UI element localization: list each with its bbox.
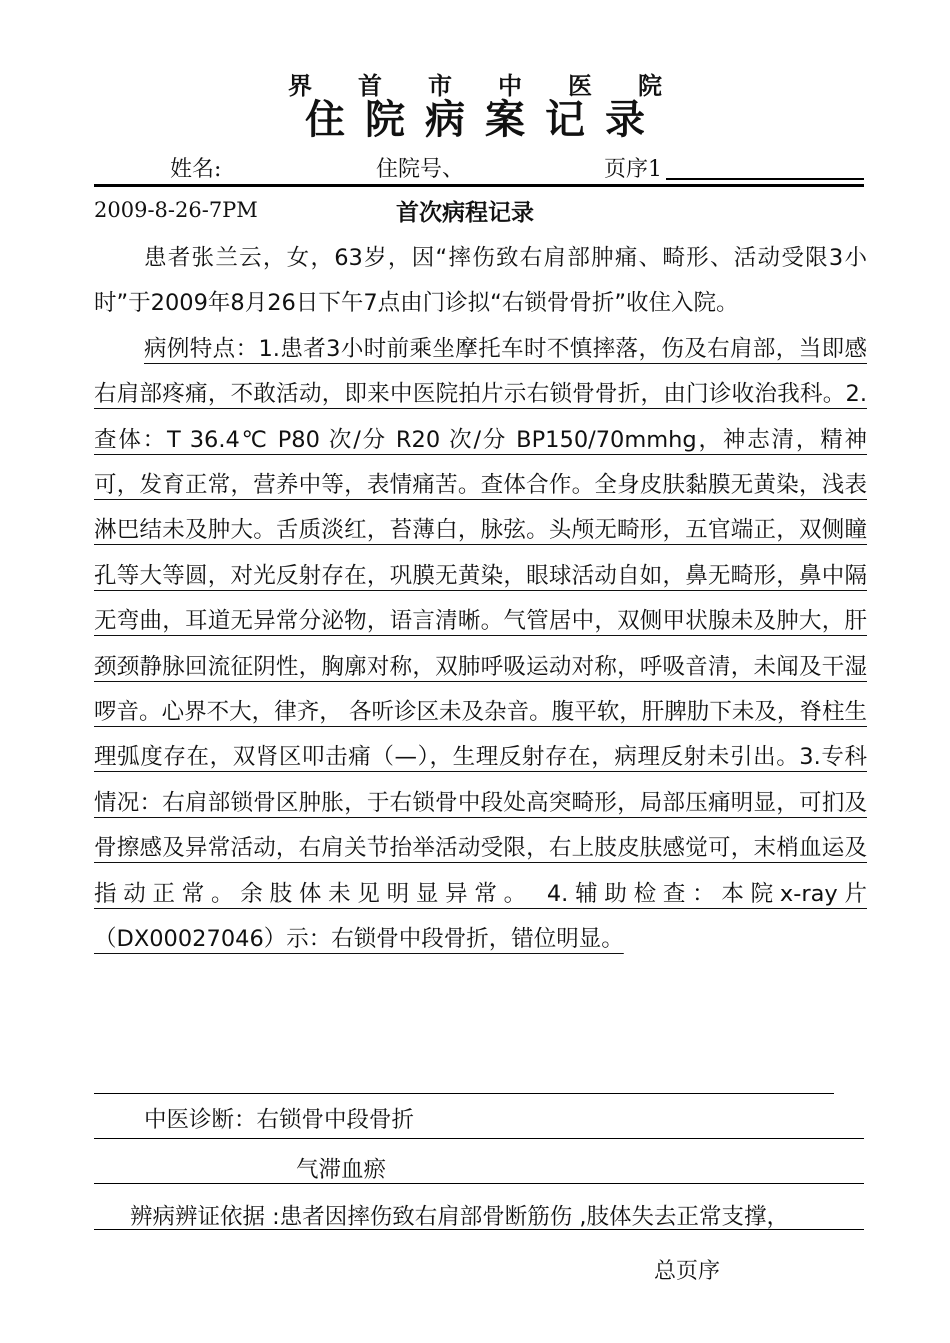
intro-paragraph: 患者张兰云，女，63岁，因“摔伤致右肩部肿痛、畸形、活动受限3小时”于2009年8月26日下午7点由门诊拟“右锁骨骨折”收住入院。 — [94, 245, 867, 317]
diagnosis-basis: 辨病辨证依据 :患者因摔伤致右肩部骨断筋伤 ,肢体失去正常支撑， — [130, 1204, 790, 1230]
tcm-syndrome: 气滞血瘀 — [296, 1157, 387, 1183]
case-features-paragraph: 病例特点：1.患者3小时前乘坐摩托车时不慎摔落，伤及右肩部，当即感右肩部疼痛，不敢活动，即来中医院拍片示右锁骨骨折，由门诊收治我科。2.查体：T 36.4℃ P80 次/分 R20 次/分 BP150/70mmhg，神志清，精神可，发育正常，营养中等，表情痛苦。查体合作。全身皮肤黏膜无黄染，浅表淋巴结未及肿大。舌质淡红，苔薄白，脉弦。头颅无畸形，五官端正，双侧瞳孔等大等圆，对光反射存在，巩膜无黄染，眼球活动自如，鼻无畸形，鼻中隔无弯曲，耳道无异常分泌物，语言清晰。气管居中，双侧甲状腺未及肿大，肝颈颈静脉回流征阴性，胸廓对称，双肺呼吸运动对称，呼吸音清，未闻及干湿啰音。心界不大，律齐， 各听诊区未及杂音。腹平软，肝脾肋下未及，脊柱生理弧度存在，双肾区叩击痛（—），生理反射存在，病理反射未引出。3.专科情况：右肩部锁骨区肿胀，于右锁骨中段处高突畸形，局部压痛明显，可扪及骨擦感及异常活动，右肩关节抬举活动受限，右上肢皮肤感觉可，末梢血运及指动正常。余肢体未见明显异常。 4.辅助检查：本院x-ray片（DX00027046）示：右锁骨中段骨折，错位明显。 — [94, 335, 867, 953]
document-title: 住院病案记录 — [305, 96, 665, 143]
admission-number-label: 住院号、 — [376, 157, 465, 182]
rule-line — [94, 1229, 864, 1230]
patient-meta-row — [94, 152, 864, 187]
rule-line — [94, 1183, 864, 1184]
tcm-diagnosis: 中医诊断：右锁骨中段骨折 — [144, 1107, 415, 1133]
page-order-label: 页序1 — [604, 157, 662, 182]
record-datetime: 2009-8-26-7PM — [94, 198, 258, 222]
record-body — [94, 236, 867, 963]
rule-line — [94, 1093, 834, 1094]
record-title: 首次病程记录 — [396, 200, 534, 226]
hospital-name: 界首市中医院 — [288, 71, 708, 100]
patient-name-label: 姓名: — [170, 157, 222, 182]
total-page-order: 总页序 — [654, 1259, 721, 1284]
page-order-underline — [666, 178, 864, 180]
rule-line — [94, 1138, 864, 1139]
